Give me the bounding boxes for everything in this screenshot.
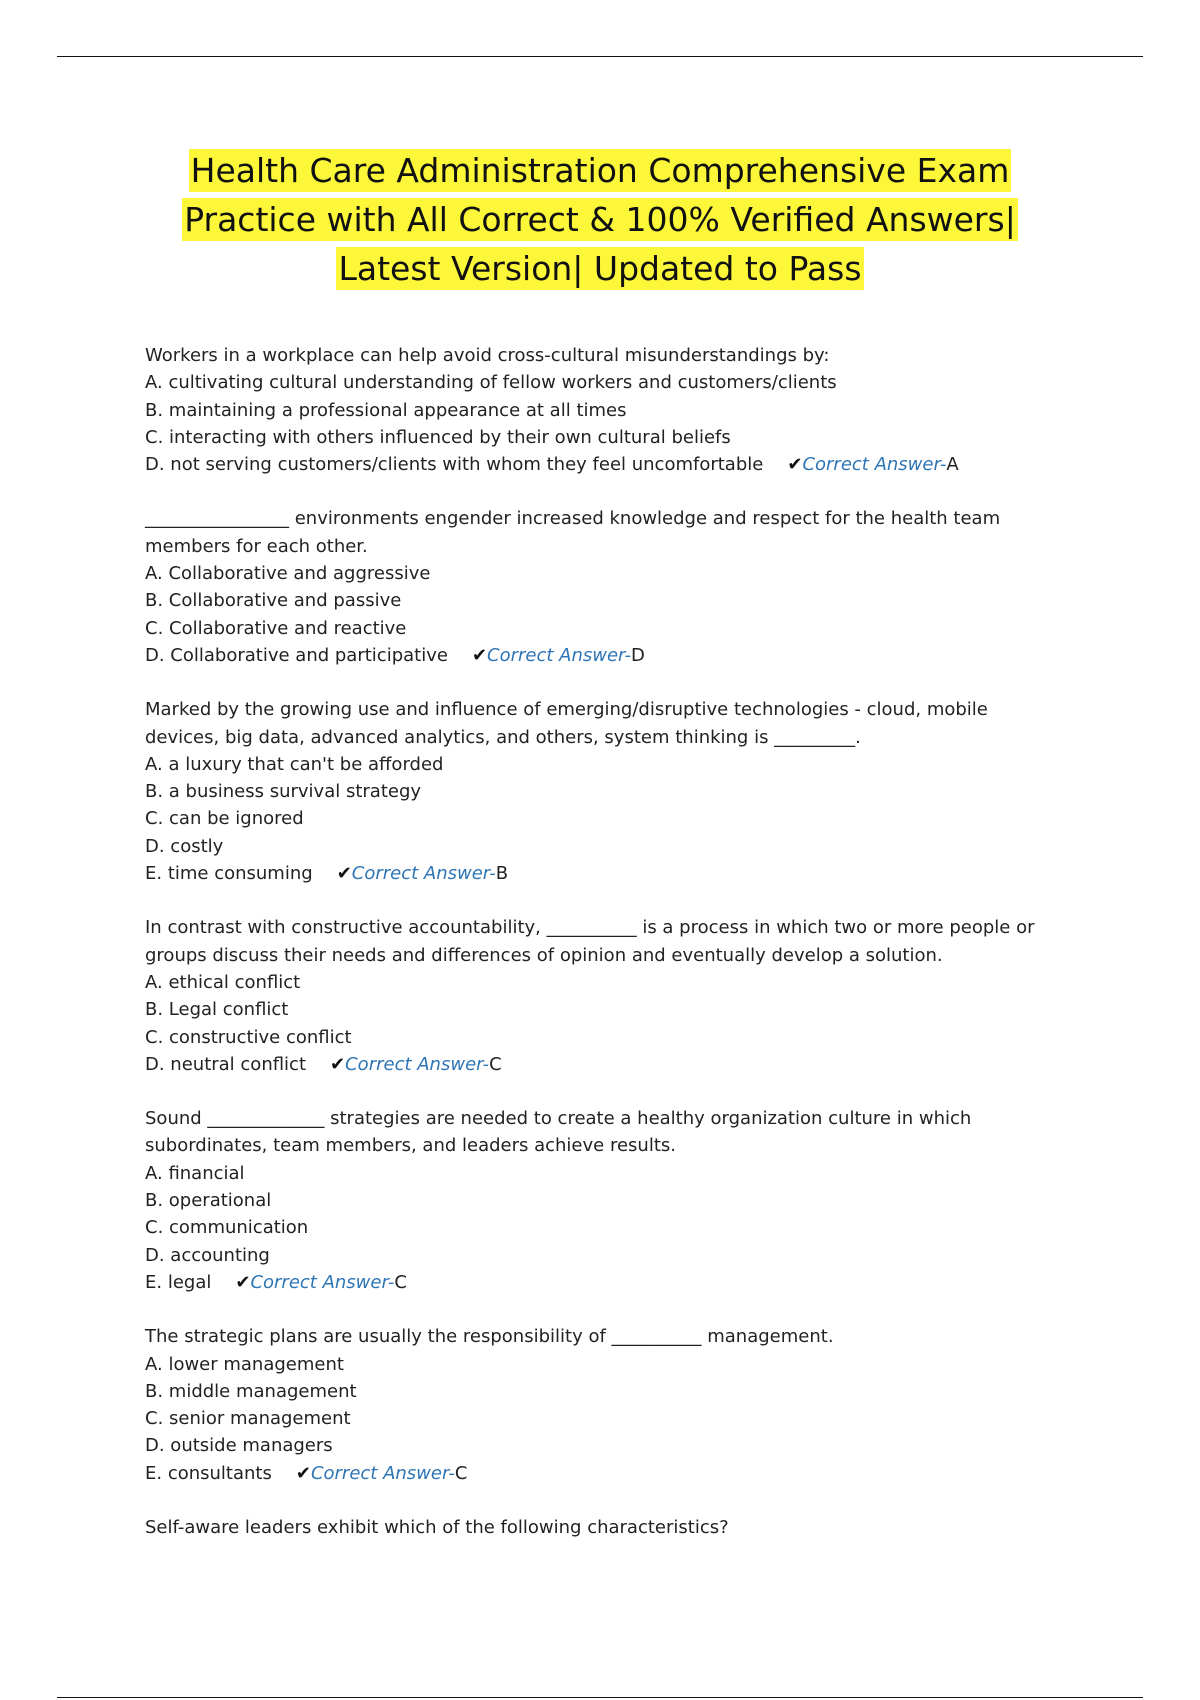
header-rule	[57, 56, 1143, 57]
answer-option-text: E. time consuming	[145, 863, 313, 885]
answer-option	[145, 1187, 1065, 1214]
answer-option	[145, 860, 1065, 887]
answer-option	[145, 1432, 1065, 1459]
answer-option	[145, 1460, 1065, 1487]
answer-option	[145, 1269, 1065, 1296]
answer-option-text: A. Collaborative and aggressive	[145, 563, 431, 585]
answer-option-text: C. constructive conflict	[145, 1026, 352, 1048]
question-stem: In contrast with constructive accountability, __________ is a process in which two or more people or groups discuss their needs and differences of opinion and eventually develop a solution.	[145, 917, 1035, 966]
answer-option	[145, 451, 1065, 478]
answer-option	[145, 560, 1065, 587]
correct-answer-letter: B	[495, 863, 509, 885]
answer-option	[145, 969, 1065, 996]
question-stem: ________________ environments engender increased knowledge and respect for the health team members for each other.	[145, 508, 1001, 557]
answer-option-text: B. maintaining a professional appearance at all times	[145, 399, 627, 421]
answer-option	[145, 397, 1065, 424]
answer-option-text: C. interacting with others influenced by their own cultural beliefs	[145, 426, 731, 448]
question-stem: The strategic plans are usually the responsibility of __________ management.	[145, 1326, 834, 1348]
correct-answer-letter: C	[454, 1462, 468, 1484]
question-block	[145, 1323, 1065, 1487]
checkmark-icon: ✔	[336, 863, 352, 885]
answer-option-text: B. a business survival strategy	[145, 781, 422, 803]
question-stem: Marked by the growing use and influence of emerging/disruptive technologies - cloud, mobile devices, big data, advanced analytics, and others, system thinking is _________.	[145, 699, 988, 748]
question-block	[145, 1105, 1065, 1296]
answer-option-text: D. accounting	[145, 1244, 270, 1266]
answer-option-text: B. operational	[145, 1190, 272, 1212]
answer-option-text: A. lower management	[145, 1353, 344, 1375]
answer-option	[145, 751, 1065, 778]
checkmark-icon: ✔	[295, 1462, 311, 1484]
correct-answer-letter: C	[489, 1053, 502, 1075]
answer-option-text: E. consultants	[145, 1462, 272, 1484]
checkmark-icon: ✔	[235, 1271, 251, 1293]
answer-option	[145, 1024, 1065, 1051]
answer-option-text: D. outside managers	[145, 1435, 333, 1457]
question-stem: Sound _____________ strategies are needed to create a healthy organization culture in which subordinates, team members, and leaders achieve results.	[145, 1108, 972, 1157]
correct-answer-label: Correct Answer-	[351, 863, 496, 885]
answer-option	[145, 805, 1065, 832]
document-title	[60, 146, 1140, 293]
answer-option-text: A. ethical conflict	[145, 971, 301, 993]
answer-option	[145, 1160, 1065, 1187]
answer-option-text: C. can be ignored	[145, 808, 304, 830]
answer-option	[145, 778, 1065, 805]
title-line-1: Health Care Administration Comprehensive Exam	[190, 151, 1010, 190]
answer-option-text: D. not serving customers/clients with whom they feel uncomfortable	[145, 454, 764, 476]
answer-option	[145, 833, 1065, 860]
answer-option-text: D. costly	[145, 835, 224, 857]
answer-option	[145, 996, 1065, 1023]
question-block	[145, 696, 1065, 887]
answer-option	[145, 1242, 1065, 1269]
answer-option-text: E. legal	[145, 1271, 212, 1293]
answer-option-text: A. cultivating cultural understanding of fellow workers and customers/clients	[145, 372, 837, 394]
answer-option-text: B. Collaborative and passive	[145, 590, 402, 612]
correct-answer-label: Correct Answer-	[345, 1053, 490, 1075]
checkmark-icon: ✔	[471, 644, 488, 666]
answer-option	[145, 1405, 1065, 1432]
correct-answer-label: Correct Answer-	[310, 1462, 455, 1484]
answer-option-text: D. neutral conflict	[145, 1053, 307, 1075]
answer-option	[145, 642, 1065, 669]
answer-option	[145, 1378, 1065, 1405]
title-line-2: Practice with All Correct & 100% Verified Answers|	[184, 200, 1016, 239]
question-stem: Self-aware leaders exhibit which of the following characteristics?	[145, 1516, 729, 1538]
footer-rule	[57, 1697, 1143, 1698]
answer-option-text: A. financial	[145, 1162, 245, 1184]
answer-option-text: C. Collaborative and reactive	[145, 617, 407, 639]
answer-option	[145, 1351, 1065, 1378]
correct-answer-label: Correct Answer-	[802, 454, 947, 476]
correct-answer-letter: D	[630, 644, 645, 666]
question-block	[145, 342, 1065, 478]
correct-answer-letter: A	[946, 454, 959, 476]
question-stem: Workers in a workplace can help avoid cross-cultural misunderstandings by:	[145, 345, 830, 366]
answer-option-text: C. senior management	[145, 1408, 351, 1430]
answer-option	[145, 369, 1065, 396]
answer-option-text: D. Collaborative and participative	[145, 644, 448, 666]
answer-option	[145, 424, 1065, 451]
answer-option-text: B. middle management	[145, 1380, 357, 1402]
answer-option-text: A. a luxury that can't be afforded	[145, 753, 444, 775]
correct-answer-label: Correct Answer-	[250, 1271, 395, 1293]
question-block	[145, 914, 1065, 1078]
answer-option	[145, 615, 1065, 642]
correct-answer-label: Correct Answer-	[487, 644, 631, 666]
title-line-3: Latest Version| Updated to Pass	[338, 249, 862, 288]
answer-option	[145, 1214, 1065, 1241]
question-list	[145, 342, 1065, 1568]
question-block	[145, 1514, 1065, 1541]
question-block	[145, 505, 1065, 669]
checkmark-icon: ✔	[330, 1053, 346, 1075]
answer-option	[145, 1051, 1065, 1078]
answer-option-text: B. Legal conflict	[145, 999, 289, 1021]
correct-answer-letter: C	[394, 1271, 407, 1293]
answer-option	[145, 587, 1065, 614]
checkmark-icon: ✔	[787, 454, 803, 476]
answer-option-text: C. communication	[145, 1217, 309, 1239]
